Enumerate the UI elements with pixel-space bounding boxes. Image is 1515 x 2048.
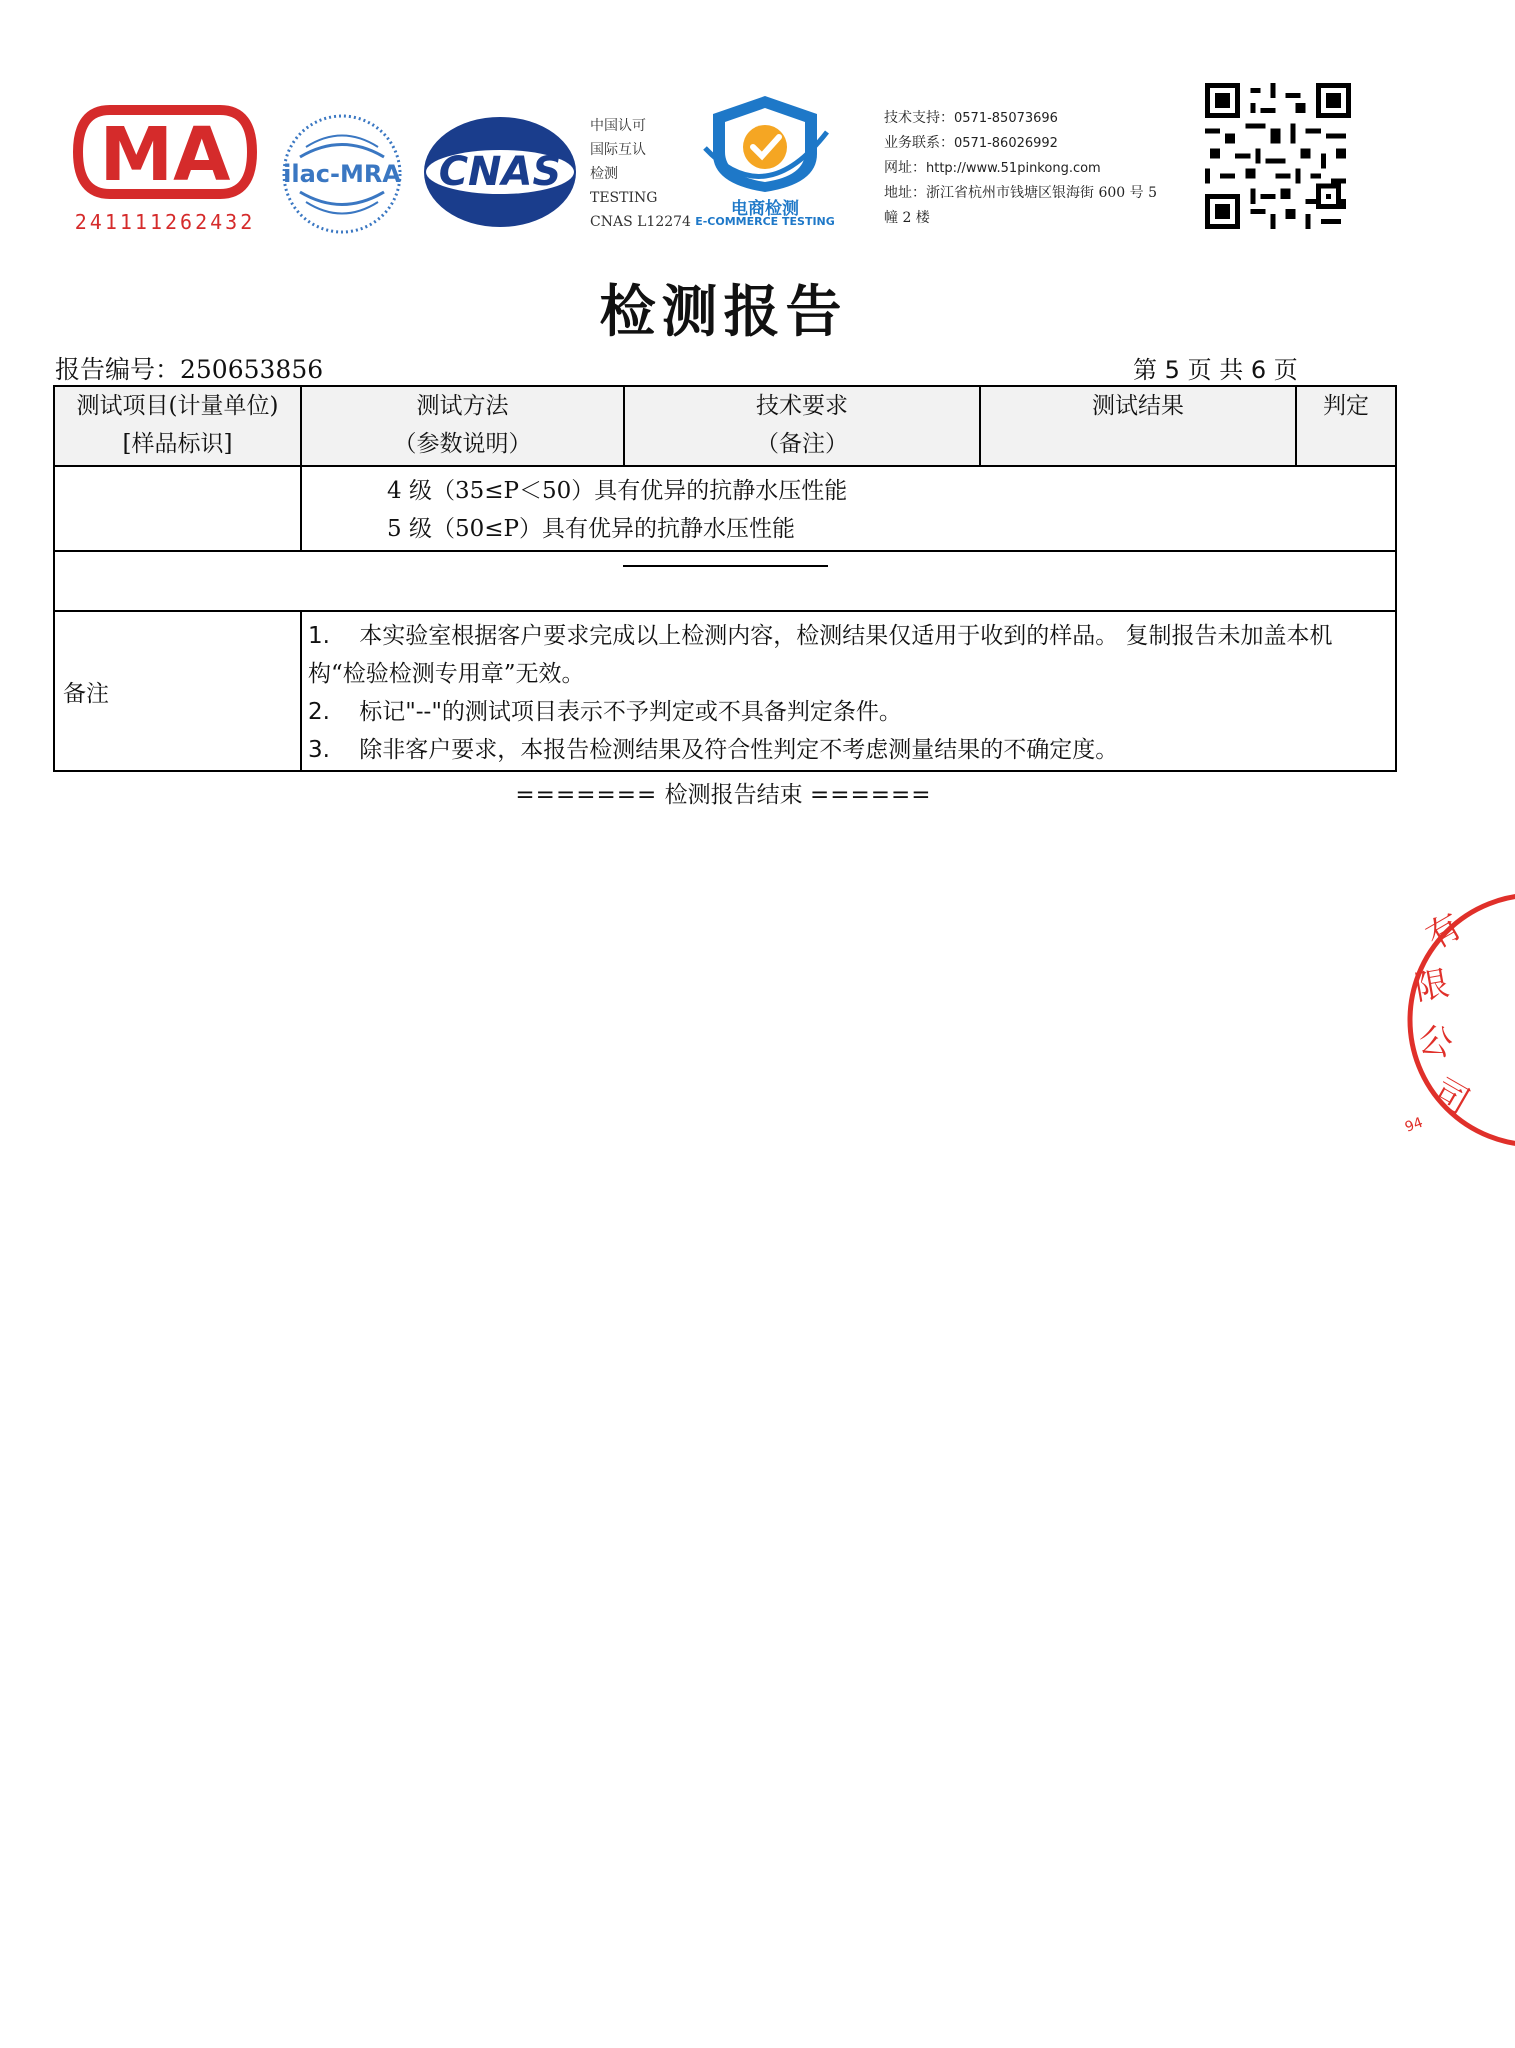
- contact-info: [884, 106, 1157, 231]
- table-row: [54, 466, 1396, 551]
- document-title: 检测报告: [599, 279, 848, 345]
- official-seal-stamp: [1395, 870, 1515, 1170]
- header-cell: [624, 386, 980, 466]
- ecommerce-testing-title: 电商检测: [731, 199, 799, 219]
- note-item: [308, 617, 1389, 693]
- header-line: 技术要求: [756, 393, 848, 419]
- cma-logo: [70, 102, 260, 212]
- page-text: 页 共: [1187, 356, 1244, 384]
- note-text: 除非客户要求，本报告检测结果及符合性判定不考虑测量结果的不确定度。: [359, 737, 1119, 763]
- note-number: 3.: [308, 737, 330, 763]
- table-row: [54, 611, 1396, 771]
- level-list: [302, 467, 1395, 548]
- svg-text:限: 限: [1411, 963, 1453, 1009]
- end-marker-right: ======: [809, 782, 932, 808]
- page-current: 5: [1164, 356, 1180, 384]
- note-number: 1.: [308, 623, 330, 649]
- contact-value: 0571-86026992: [954, 136, 1058, 151]
- contact-label: 地址：浙江省杭州市钱塘区银海街 600 号 5: [884, 185, 1157, 201]
- contact-label: 业务联系：: [884, 135, 954, 151]
- contact-label: 技术支持：: [884, 110, 954, 126]
- table-cell: [301, 466, 1396, 551]
- test-results-table: [53, 385, 1397, 772]
- cnas-line: 检测: [590, 166, 618, 182]
- cma-code: 241111262432: [74, 210, 256, 234]
- svg-text:CNAS: CNAS: [438, 149, 562, 195]
- cnas-line: TESTING: [590, 190, 658, 206]
- cnas-line: 中国认可: [590, 118, 646, 134]
- cnas-logo: [420, 115, 580, 230]
- contact-line: [884, 206, 1157, 231]
- report-end-marker: [0, 776, 1447, 809]
- header-line: 测试方法: [416, 393, 509, 419]
- svg-text:有: 有: [1419, 906, 1469, 958]
- cnas-line: CNAS L12274: [590, 214, 691, 230]
- remark-notes: [301, 611, 1396, 771]
- header-cell: [54, 386, 301, 466]
- cnas-accreditation-text: [590, 114, 691, 234]
- svg-text:ilac-MRA: ilac-MRA: [283, 160, 401, 188]
- svg-text:公: 公: [1415, 1019, 1456, 1065]
- note-text: 本实验室根据客户要求完成以上检测内容，检测结果仅适用于收到的样品。 复制报告未加盖本机构“检验检测专用章”无效。: [308, 623, 1333, 687]
- svg-text:MA: MA: [99, 112, 231, 198]
- header-line: 判定: [1323, 393, 1369, 419]
- note-item: [308, 693, 1389, 731]
- contact-value: http://www.51pinkong.com: [926, 161, 1101, 176]
- contact-label: 网址：: [884, 160, 926, 176]
- level-item: 5 级（50≤P）具有优异的抗静水压性能: [387, 516, 795, 542]
- contact-value: 0571-85073696: [954, 111, 1058, 126]
- contact-line: [884, 131, 1157, 156]
- header-line: [样品标识]: [122, 431, 233, 457]
- level-item: 4 级（35≤P＜50）具有优异的抗静水压性能: [387, 478, 848, 504]
- contact-line: [884, 181, 1157, 206]
- qr-code[interactable]: [1205, 83, 1351, 229]
- report-number: 报告编号：250653856: [55, 355, 324, 384]
- ecommerce-testing-subtitle: E-COMMERCE TESTING: [695, 215, 835, 228]
- note-item: [308, 731, 1389, 769]
- page-indicator: [1133, 350, 1298, 385]
- header-cell: [1296, 386, 1396, 466]
- end-marker-text: 检测报告结束: [664, 782, 803, 808]
- end-marker-left: =======: [515, 782, 658, 808]
- ilac-mra-logo: [280, 112, 405, 237]
- cnas-line: 国际互认: [590, 142, 646, 158]
- remark-label: 备注: [54, 611, 301, 771]
- page-total: 6: [1250, 356, 1267, 384]
- header-line: （备注）: [756, 431, 848, 457]
- table-cell: [54, 551, 1396, 611]
- page-text: 第: [1133, 356, 1157, 384]
- header-line: 测试结果: [1092, 393, 1184, 419]
- header-line: （参数说明）: [393, 431, 532, 457]
- header-cell: [980, 386, 1296, 466]
- note-text: 标记"--"的测试项目表示不予判定或不具备判定条件。: [359, 699, 902, 725]
- svg-text:94: 94: [1402, 1114, 1426, 1136]
- header-cell: [301, 386, 624, 466]
- table-row: [54, 551, 1396, 611]
- contact-line: [884, 106, 1157, 131]
- contact-label: 幢 2 楼: [884, 210, 930, 226]
- svg-text:司: 司: [1426, 1071, 1476, 1123]
- table-header-row: [54, 386, 1396, 466]
- contact-line: [884, 156, 1157, 181]
- note-number: 2.: [308, 699, 330, 725]
- header-line: 测试项目(计量单位): [76, 393, 279, 419]
- page-text: 页: [1273, 356, 1298, 384]
- divider-line: [623, 565, 828, 567]
- table-cell: [54, 466, 301, 551]
